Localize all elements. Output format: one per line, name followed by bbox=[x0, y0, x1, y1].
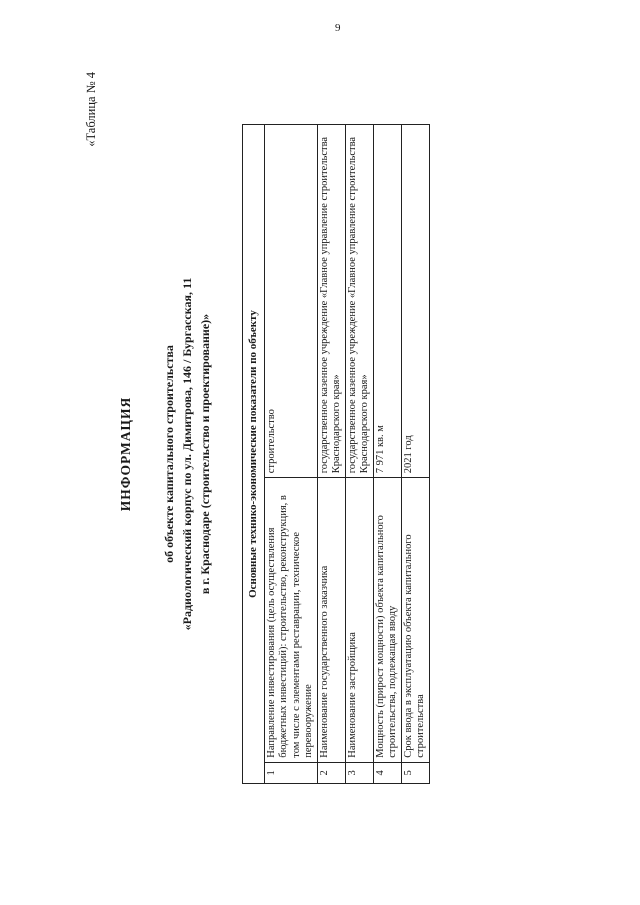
row-name: Наименование государственного заказчика bbox=[317, 478, 345, 762]
subtitle-line: в г. Краснодаре (строительство и проектирование)» bbox=[198, 313, 212, 595]
page-number: 9 bbox=[335, 22, 341, 34]
rotated-page-content bbox=[32, 64, 452, 844]
subtitle-line: «Радиологический корпус по ул. Димитрова, 146 / Бургасская, 11 bbox=[180, 277, 194, 631]
row-value: государственное казенное учреждение «Главное управление строительства Краснодарского края» bbox=[345, 125, 373, 478]
document-title: ИНФОРМАЦИЯ bbox=[118, 396, 133, 512]
row-number: 3 bbox=[345, 762, 373, 783]
row-name: Срок ввода в эксплуатацию объекта капитального строительства bbox=[401, 478, 429, 762]
row-number: 4 bbox=[373, 762, 401, 783]
row-number: 2 bbox=[317, 762, 345, 783]
table-header: Основные технико-экономические показатели по объекту bbox=[243, 125, 265, 784]
row-name: Направление инвестирования (цель осуществления бюджетных инвестиций): строительство, реконструкция, в том числе с элементами реставрации, техническое перевооружение bbox=[264, 478, 317, 762]
table-row bbox=[317, 125, 345, 784]
row-name: Мощность (прирост мощности) объекта капитального строительства, подлежащая вводу bbox=[373, 478, 401, 762]
table-row bbox=[401, 125, 429, 784]
row-name: Наименование застройщика bbox=[345, 478, 373, 762]
table-row bbox=[345, 125, 373, 784]
row-number: 1 bbox=[264, 762, 317, 783]
info-table bbox=[242, 124, 430, 784]
table-reference: «Таблица № 4 bbox=[84, 72, 98, 147]
row-number: 5 bbox=[401, 762, 429, 783]
row-value: 2021 год bbox=[401, 125, 429, 478]
document-subtitle bbox=[160, 64, 214, 844]
table-row bbox=[373, 125, 401, 784]
row-value: 7 971 кв. м bbox=[373, 125, 401, 478]
table-row bbox=[264, 125, 317, 784]
row-value: государственное казенное учреждение «Главное управление строительства Краснодарского края» bbox=[317, 125, 345, 478]
subtitle-line: об объекте капитального строительства bbox=[162, 345, 176, 563]
table-header-row bbox=[243, 125, 265, 784]
row-value: строительство bbox=[264, 125, 317, 478]
